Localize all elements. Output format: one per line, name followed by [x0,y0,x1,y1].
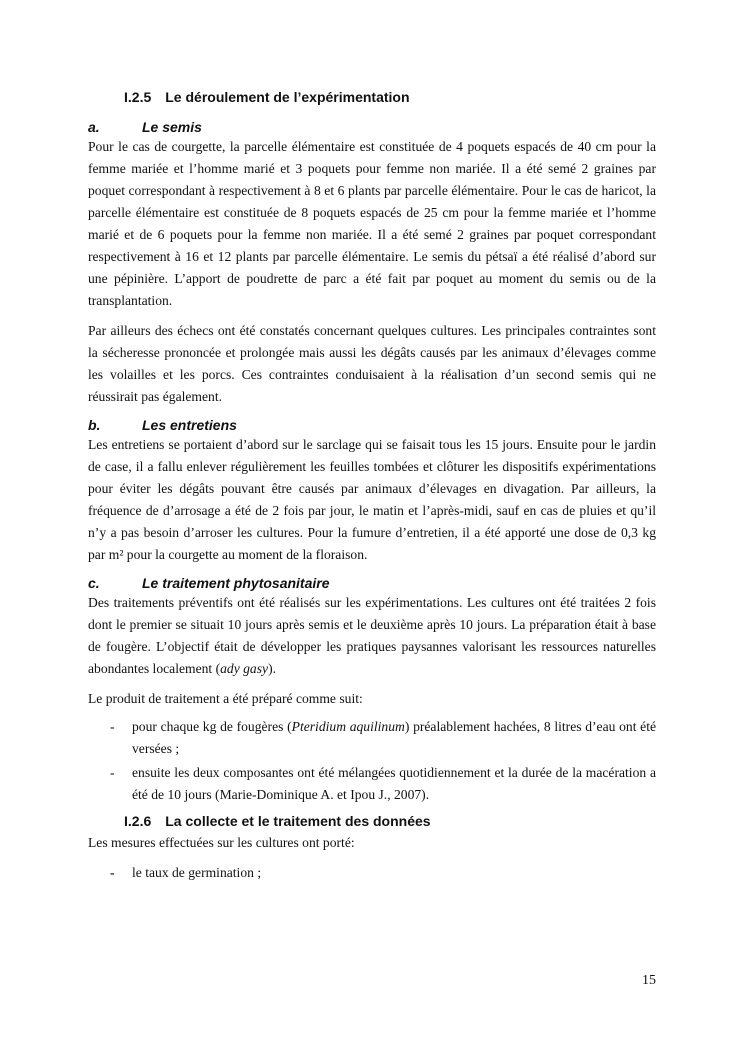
section-heading-i-2-5 [124,88,656,106]
list-bullet: - [110,865,115,880]
subheading-title: Le traitement phytosanitaire [142,575,330,591]
list-bullet: - [110,719,115,734]
list-bullet: - [110,765,115,780]
paragraph-semis-1: Pour le cas de courgette, la parcelle élémentaire est constituée de 4 poquets espacés de 40 cm pour la femme mariée et l’homme marié et 3 poquets pour femme non mariée. Il a été semé 2 graines par poquet correspondant à respectivement à 8 et 6 plants par parcelle élémentaire. Pour le cas de haricot, la parcelle élémentaire est constituée de 8 poquets espacés de 25 cm pour la femme mariée et l’homme marié et de 6 poquets pour la femme non mariée. Il a été semé 2 graines par poquet correspondant respectivement à 16 et 12 plants par parcelle élémentaire. Le semis du pétsaï a été réalisé d’abord sur une pépinière. L’apport de poudrette de parc a été fait par poquet au moment du semis ou de la transplantation. [88,139,656,308]
list-item-text: pour chaque kg de fougères (Pteridium aquilinum) préalablement hachées, 8 litres d’eau ont été versées ; [132,719,657,756]
list-item-text: ensuite les deux composantes ont été mélangées quotidiennement et la durée de la macération a été de 10 jours (Marie-Dominique A. et Ipou J., 2007). [132,765,656,802]
collecte-list [88,862,656,884]
document-page [88,88,656,890]
list-item [88,762,656,806]
paragraph-text-end: ). [268,661,276,676]
paragraph-entretiens: Les entretiens se portaient d’abord sur le sarclage qui se faisait tous les 15 jours. Ensuite pour le jardin de case, il a fallu enlever régulièrement les feuilles tombées et clôturer les dispositifs expérimentations pour éviter les dégâts pouvant être causés par animaux d’élevages en divagation. Par ailleurs, la fréquence de d’arrosage a été de 2 fois par jour, le matin et l’après-midi, sauf en cas de pluies et qu’il n’y a pas besoin d’arroser les cultures. Pour la fumure d’entretien, il a été apporté une dose de 0,3 kg par m² pour la courgette au moment de la floraison. [88,437,656,562]
paragraph-text: Des traitements préventifs ont été réalisés sur les expérimentations. Les cultures ont été traitées 2 fois dont le premier se situait 10 jours après semis et le deuxième après 10 jours. La préparation était à base de fougère. L’objectif était de développer les pratiques paysannes valorisant les ressources naturelles abondantes localement ( [88,595,656,676]
paragraph-traitement-1 [88,592,656,680]
list-item-text: le taux de germination ; [132,865,262,880]
section-title: La collecte et le traitement des données [165,813,431,829]
subheading-a [88,118,656,136]
subheading-c [88,574,656,592]
italic-term: ady gasy [220,661,269,676]
section-number: I.2.5 [124,89,152,105]
section-heading-i-2-6 [124,812,656,830]
subheading-letter: a. [88,119,100,135]
page-number: 15 [642,973,656,988]
subheading-letter: c. [88,575,100,591]
list-item [88,862,656,884]
paragraph-collecte: Les mesures effectuées sur les cultures ont porté: [88,835,355,850]
section-title: Le déroulement de l’expérimentation [165,89,410,105]
italic-species: Pteridium aquilinum [291,719,405,734]
list-item [88,716,656,760]
traitement-list [88,716,656,806]
subheading-title: Les entretiens [142,417,237,433]
subheading-b [88,416,656,434]
subheading-letter: b. [88,417,101,433]
subheading-title: Le semis [142,119,202,135]
paragraph-traitement-2: Le produit de traitement a été préparé comme suit: [88,691,363,706]
paragraph-semis-2: Par ailleurs des échecs ont été constatés concernant quelques cultures. Les principales contraintes sont la sécheresse prononcée et prolongée mais aussi les dégâts causés par les animaux d’élevages comme les volailles et les porcs. Ces contraintes conduisaient à la réalisation d’un second semis qui ne réussirait pas également. [88,323,656,404]
section-number: I.2.6 [124,813,152,829]
